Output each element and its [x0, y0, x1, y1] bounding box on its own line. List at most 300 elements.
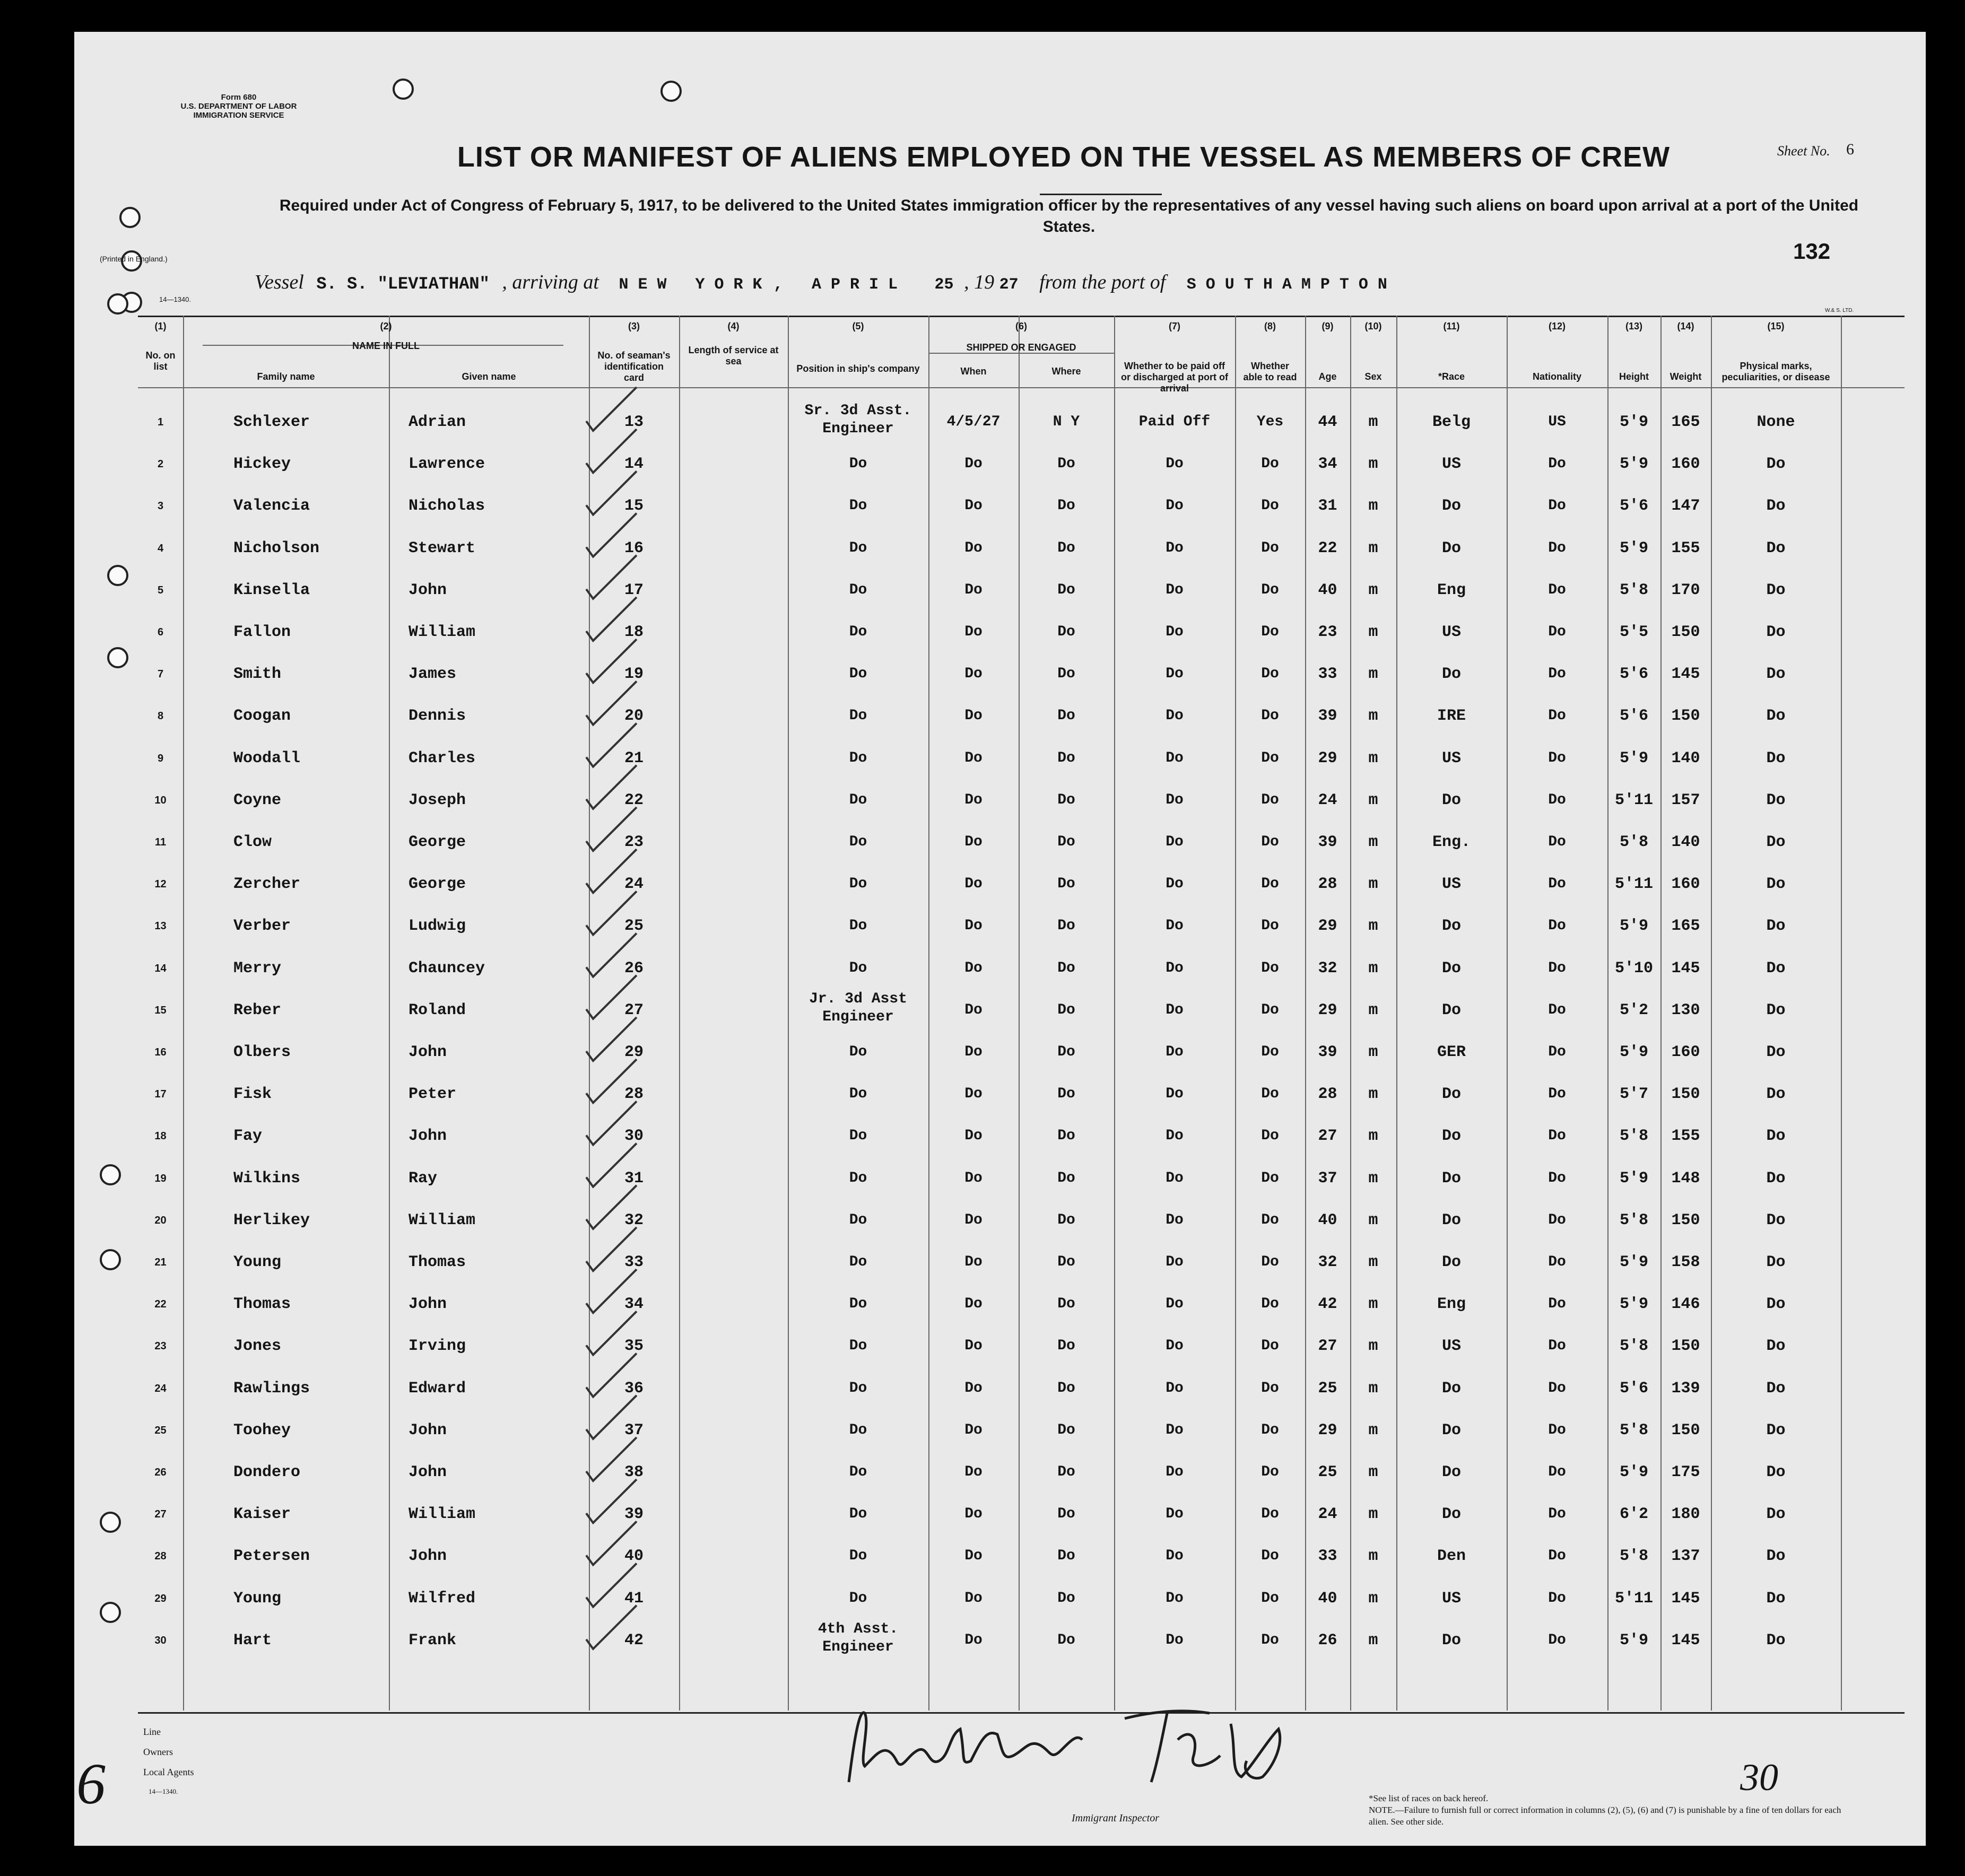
- shipped-when: Do: [964, 708, 982, 725]
- id-card-number: 35: [624, 1337, 644, 1356]
- id-card-number: 27: [624, 1001, 644, 1019]
- footnotes: [1369, 1793, 1857, 1828]
- nationality: Do: [1548, 498, 1566, 514]
- id-card-number: 33: [624, 1253, 644, 1271]
- arrival-port: N E W Y O R K: [619, 276, 762, 294]
- header-family-name: Family name: [257, 371, 315, 382]
- line-label: Line: [143, 1726, 161, 1737]
- shipped-where: Do: [1057, 1506, 1075, 1523]
- race: Do: [1441, 1211, 1461, 1229]
- age: 40: [1318, 1211, 1337, 1229]
- header-no-on-list: No. on list: [145, 350, 176, 372]
- id-card-number: 41: [624, 1589, 644, 1608]
- row-number: 9: [157, 752, 164, 764]
- given-name: John: [408, 1463, 447, 1481]
- row-number: 30: [154, 1634, 167, 1646]
- age: 44: [1318, 413, 1337, 431]
- nationality: Do: [1548, 1254, 1566, 1270]
- id-card-number: 42: [624, 1631, 644, 1650]
- race: US: [1441, 623, 1461, 641]
- check-mark: [586, 1185, 637, 1229]
- given-name: Ludwig: [408, 917, 466, 936]
- given-name: William: [408, 1505, 476, 1524]
- paid-off: Do: [1166, 1631, 1184, 1648]
- physical-marks: Do: [1766, 1127, 1786, 1146]
- weight: 157: [1671, 791, 1700, 809]
- nationality: US: [1548, 414, 1566, 430]
- check-mark: [586, 387, 637, 431]
- family-name: Young: [233, 1253, 282, 1271]
- age: 39: [1318, 833, 1337, 851]
- age: 32: [1318, 959, 1337, 978]
- form-number: Form 680: [221, 93, 257, 102]
- check-mark: [586, 1395, 637, 1439]
- shipped-when: Do: [964, 1464, 982, 1480]
- physical-marks: Do: [1766, 1631, 1786, 1650]
- row-number: 16: [154, 1046, 167, 1058]
- shipped-where: Do: [1057, 708, 1075, 725]
- able-to-read: Do: [1261, 1338, 1279, 1355]
- check-mark: [586, 513, 637, 557]
- race: US: [1441, 1589, 1461, 1608]
- age: 29: [1318, 749, 1337, 767]
- given-name: Wilfred: [408, 1589, 476, 1608]
- id-card-number: 29: [624, 1043, 644, 1061]
- owners-label: Owners: [143, 1747, 173, 1757]
- able-to-read: Do: [1261, 1506, 1279, 1523]
- from-port-label: from the port of: [1039, 271, 1166, 293]
- sex: m: [1368, 1379, 1378, 1398]
- age: 39: [1318, 1043, 1337, 1061]
- handwritten-count: 30: [1740, 1756, 1778, 1799]
- shipped-when: Do: [964, 1421, 982, 1438]
- position: Do: [849, 791, 867, 808]
- physical-marks: Do: [1766, 791, 1786, 809]
- shipped-where: Do: [1057, 581, 1075, 598]
- race: Eng: [1437, 1295, 1466, 1314]
- sex: m: [1368, 1253, 1378, 1271]
- race: Do: [1441, 1169, 1461, 1188]
- given-name: George: [408, 833, 466, 851]
- sex: m: [1368, 539, 1378, 557]
- position: Do: [849, 539, 867, 556]
- given-name: Lawrence: [408, 455, 485, 474]
- shipped-when: Do: [964, 749, 982, 766]
- check-mark: [586, 1564, 637, 1607]
- height: 5'9: [1619, 455, 1648, 474]
- id-card-number: 38: [624, 1463, 644, 1481]
- physical-marks: Do: [1766, 1421, 1786, 1439]
- paid-off: Do: [1166, 1506, 1184, 1523]
- physical-marks: Do: [1766, 1463, 1786, 1481]
- check-mark: [586, 597, 637, 641]
- height: 5'6: [1619, 497, 1648, 516]
- shipped-when: Do: [964, 1086, 982, 1103]
- weight: 180: [1671, 1505, 1700, 1524]
- sex: m: [1368, 1211, 1378, 1229]
- age: 25: [1318, 1463, 1337, 1481]
- column-number: (14): [1677, 321, 1694, 331]
- weight: 150: [1671, 1085, 1700, 1104]
- page-title: LIST OR MANIFEST OF ALIENS EMPLOYED ON THE VESSEL AS MEMBERS OF CREW: [457, 141, 1671, 173]
- height: 5'9: [1619, 1169, 1648, 1188]
- shipped-when: Do: [964, 456, 982, 473]
- age: 32: [1318, 1253, 1337, 1271]
- row-number: 29: [154, 1592, 167, 1604]
- sex: m: [1368, 1001, 1378, 1019]
- family-name: Rawlings: [233, 1379, 310, 1398]
- paid-off: Do: [1166, 749, 1184, 766]
- row-number: 11: [154, 836, 167, 848]
- row-number: 13: [154, 920, 167, 932]
- able-to-read: Do: [1261, 918, 1279, 935]
- sex: m: [1368, 833, 1378, 851]
- race: Do: [1441, 1631, 1461, 1650]
- shipped-when: Do: [964, 1001, 982, 1018]
- given-name: Dennis: [408, 707, 466, 726]
- family-name: Reber: [233, 1001, 282, 1019]
- shipped-where: Do: [1057, 1128, 1075, 1145]
- able-to-read: Do: [1261, 456, 1279, 473]
- paid-off: Do: [1166, 1044, 1184, 1060]
- sex: m: [1368, 1463, 1378, 1481]
- sex: m: [1368, 1337, 1378, 1356]
- position: Jr. 3d Asst Engineer: [809, 990, 907, 1025]
- age: 26: [1318, 1631, 1337, 1650]
- family-name: Clow: [233, 833, 272, 851]
- family-name: Valencia: [233, 497, 310, 516]
- column-number: (8): [1264, 321, 1276, 331]
- weight: 155: [1671, 1127, 1700, 1146]
- race: Do: [1441, 1463, 1461, 1481]
- physical-marks: Do: [1766, 875, 1786, 894]
- shipped-where: Do: [1057, 666, 1075, 683]
- weight: 145: [1671, 665, 1700, 684]
- check-mark: [586, 1017, 637, 1061]
- position: 4th Asst. Engineer: [818, 1620, 899, 1655]
- page-subtitle: Required under Act of Congress of February 5, 1917, to be delivered to the United States immigration officer by the representatives of any vessel having such aliens on board upon arrival at a port of the United States.: [279, 197, 1859, 235]
- check-mark: [586, 933, 637, 977]
- paid-off: Do: [1166, 918, 1184, 935]
- shipped-where: N Y: [1053, 414, 1080, 430]
- shipped-where: Do: [1057, 876, 1075, 893]
- position: Do: [849, 666, 867, 683]
- weight: 170: [1671, 581, 1700, 599]
- position: Do: [849, 876, 867, 893]
- weight: 150: [1671, 1337, 1700, 1356]
- header-where: Where: [1051, 366, 1081, 377]
- weight: 160: [1671, 455, 1700, 474]
- position: Do: [849, 1464, 867, 1480]
- race: Do: [1441, 791, 1461, 809]
- nationality: Do: [1548, 456, 1566, 473]
- printed-in: (Printed in England.): [100, 255, 168, 263]
- age: 42: [1318, 1295, 1337, 1314]
- position: Do: [849, 456, 867, 473]
- given-name: William: [408, 623, 476, 641]
- given-name: John: [408, 1295, 447, 1314]
- nationality: Do: [1548, 1380, 1566, 1397]
- nationality: Do: [1548, 581, 1566, 598]
- arriving-label: , arriving at: [502, 271, 599, 293]
- paid-off: Do: [1166, 834, 1184, 850]
- given-name: William: [408, 1211, 476, 1229]
- height: 5'6: [1619, 707, 1648, 726]
- height: 5'8: [1619, 1421, 1648, 1439]
- height: 5'10: [1614, 959, 1653, 978]
- check-mark: [586, 765, 637, 809]
- able-to-read: Do: [1261, 791, 1279, 808]
- height: 5'7: [1619, 1085, 1648, 1104]
- position: Do: [849, 1380, 867, 1397]
- position: Do: [849, 1211, 867, 1228]
- race: Do: [1441, 539, 1461, 557]
- physical-marks: Do: [1766, 1589, 1786, 1608]
- height: 5'9: [1619, 1295, 1648, 1314]
- given-name: Adrian: [408, 413, 466, 431]
- height: 5'8: [1619, 1547, 1648, 1566]
- family-name: Woodall: [233, 749, 301, 767]
- age: 37: [1318, 1169, 1337, 1188]
- position: Do: [849, 959, 867, 976]
- family-name: Kaiser: [233, 1505, 291, 1524]
- family-name: Herlikey: [233, 1211, 310, 1229]
- id-card-number: 18: [624, 623, 644, 641]
- nationality: Do: [1548, 1001, 1566, 1018]
- shipped-where: Do: [1057, 749, 1075, 766]
- family-name: Fay: [233, 1127, 263, 1146]
- id-card-number: 25: [624, 917, 644, 936]
- shipped-when: Do: [964, 581, 982, 598]
- sex: m: [1368, 413, 1378, 431]
- given-name: John: [408, 581, 447, 599]
- check-mark: [586, 681, 637, 725]
- year-prefix: , 19: [964, 271, 995, 293]
- checkmarks: [74, 32, 1926, 1846]
- weight: 145: [1671, 959, 1700, 978]
- height: 5'2: [1619, 1001, 1648, 1019]
- sex: m: [1368, 1169, 1378, 1188]
- given-name: John: [408, 1421, 447, 1439]
- paid-off: Do: [1166, 1170, 1184, 1186]
- check-mark: [586, 1101, 637, 1145]
- race: Do: [1441, 917, 1461, 936]
- age: 27: [1318, 1127, 1337, 1146]
- shipped-when: Do: [964, 1380, 982, 1397]
- able-to-read: Do: [1261, 1211, 1279, 1228]
- family-name: Schlexer: [233, 413, 310, 431]
- age: 27: [1318, 1337, 1337, 1356]
- position: Do: [849, 1590, 867, 1607]
- shipped-where: Do: [1057, 1338, 1075, 1355]
- race: US: [1441, 455, 1461, 474]
- departure-port: S O U T H A M P T O N: [1186, 276, 1387, 294]
- id-card-number: 17: [624, 581, 644, 599]
- id-card-number: 32: [624, 1211, 644, 1229]
- height: 5'11: [1614, 875, 1653, 894]
- weight: 160: [1671, 875, 1700, 894]
- header-race: *Race: [1438, 371, 1465, 382]
- weight: 147: [1671, 497, 1700, 516]
- position: Do: [849, 749, 867, 766]
- able-to-read: Do: [1261, 1464, 1279, 1480]
- shipped-where: Do: [1057, 1548, 1075, 1565]
- race: Eng.: [1432, 833, 1471, 851]
- header-length-service: Length of service at sea: [688, 345, 779, 367]
- position: Do: [849, 1128, 867, 1145]
- shipped-where: Do: [1057, 791, 1075, 808]
- column-number: (1): [154, 321, 167, 331]
- physical-marks: Do: [1766, 1253, 1786, 1271]
- header-marks: Physical marks, peculiarities, or disease: [1721, 361, 1830, 382]
- able-to-read: Do: [1261, 749, 1279, 766]
- able-to-read: Do: [1261, 581, 1279, 598]
- sex: m: [1368, 1127, 1378, 1146]
- shipped-where: Do: [1057, 1296, 1075, 1313]
- able-to-read: Do: [1261, 624, 1279, 640]
- position: Do: [849, 1338, 867, 1355]
- sheet-label: Sheet No.: [1777, 143, 1830, 159]
- check-mark: [586, 1269, 637, 1313]
- paid-off: Do: [1166, 498, 1184, 514]
- shipped-when: Do: [964, 918, 982, 935]
- shipped-where: Do: [1057, 1421, 1075, 1438]
- height: 5'6: [1619, 665, 1648, 684]
- family-name: Young: [233, 1589, 282, 1608]
- check-mark: [586, 807, 637, 851]
- weight: 130: [1671, 1001, 1700, 1019]
- id-card-number: 30: [624, 1127, 644, 1146]
- id-card-number: 40: [624, 1547, 644, 1566]
- column-number: (7): [1169, 321, 1180, 331]
- nationality: Do: [1548, 1170, 1566, 1186]
- family-name: Olbers: [233, 1043, 291, 1061]
- height: 5'9: [1619, 917, 1648, 936]
- age: 29: [1318, 917, 1337, 936]
- race: IRE: [1437, 707, 1466, 726]
- header-id-card: No. of seaman's identification card: [597, 350, 671, 383]
- family-name: Thomas: [233, 1295, 291, 1314]
- row-number: 15: [154, 1004, 167, 1016]
- form-code: 14—1340.: [159, 295, 191, 303]
- row-number: 10: [154, 794, 167, 806]
- check-mark: [586, 723, 637, 767]
- height: 6'2: [1619, 1505, 1648, 1524]
- family-name: Fisk: [233, 1085, 272, 1104]
- id-card-number: 19: [624, 665, 644, 684]
- weight: 140: [1671, 833, 1700, 851]
- id-card-number: 14: [624, 455, 644, 474]
- id-card-number: 22: [624, 791, 644, 809]
- nationality: Do: [1548, 959, 1566, 976]
- physical-marks: Do: [1766, 1043, 1786, 1061]
- family-name: Nicholson: [233, 539, 320, 557]
- able-to-read: Do: [1261, 1296, 1279, 1313]
- height: 5'8: [1619, 581, 1648, 599]
- check-mark: [586, 429, 637, 473]
- age: 34: [1318, 455, 1337, 474]
- paid-off: Do: [1166, 1421, 1184, 1438]
- physical-marks: Do: [1766, 539, 1786, 557]
- family-name: Hickey: [233, 455, 291, 474]
- nationality: Do: [1548, 1548, 1566, 1565]
- shipped-where: Do: [1057, 456, 1075, 473]
- arrival-day: 25: [934, 276, 954, 294]
- shipped-when: Do: [964, 1254, 982, 1270]
- shipped-when: Do: [964, 1211, 982, 1228]
- shipped-where: Do: [1057, 1044, 1075, 1060]
- race: Den: [1437, 1547, 1466, 1566]
- id-card-number: 20: [624, 707, 644, 726]
- shipped-when: Do: [964, 1044, 982, 1060]
- given-name: Irving: [408, 1337, 466, 1356]
- able-to-read: Do: [1261, 1170, 1279, 1186]
- age: 22: [1318, 539, 1337, 557]
- nationality: Do: [1548, 1338, 1566, 1355]
- sheet-number: 6: [1846, 141, 1854, 158]
- sex: m: [1368, 1631, 1378, 1650]
- id-card-number: 34: [624, 1295, 644, 1314]
- shipped-when: Do: [964, 1338, 982, 1355]
- shipped-when: Do: [964, 539, 982, 556]
- sex: m: [1368, 623, 1378, 641]
- race: Do: [1441, 959, 1461, 978]
- shipped-when: Do: [964, 959, 982, 976]
- able-to-read: Do: [1261, 666, 1279, 683]
- shipped-when: Do: [964, 1506, 982, 1523]
- family-name: Petersen: [233, 1547, 310, 1566]
- id-card-number: 16: [624, 539, 644, 557]
- column-number: (10): [1364, 321, 1382, 331]
- height: 5'9: [1619, 1253, 1648, 1271]
- header-height: Height: [1619, 371, 1649, 382]
- header-nationality: Nationality: [1532, 371, 1581, 382]
- position: Do: [849, 1506, 867, 1523]
- check-mark: [586, 891, 637, 935]
- row-number: 3: [157, 500, 164, 512]
- shipped-where: Do: [1057, 1211, 1075, 1228]
- height: 5'9: [1619, 1631, 1648, 1650]
- race: Do: [1441, 497, 1461, 516]
- weight: 145: [1671, 1589, 1700, 1608]
- paid-off: Paid Off: [1138, 414, 1211, 430]
- able-to-read: Do: [1261, 1548, 1279, 1565]
- age: 40: [1318, 581, 1337, 599]
- height: 5'5: [1619, 623, 1648, 641]
- given-name: Roland: [408, 1001, 466, 1019]
- family-name: Coogan: [233, 707, 291, 726]
- header-weight: Weight: [1670, 371, 1702, 382]
- physical-marks: Do: [1766, 665, 1786, 684]
- inspector-label: Immigrant Inspector: [1072, 1812, 1159, 1824]
- race: Do: [1441, 1127, 1461, 1146]
- row-number: 2: [157, 458, 164, 470]
- sex: m: [1368, 455, 1378, 474]
- column-number: (4): [727, 321, 740, 331]
- nationality: Do: [1548, 876, 1566, 893]
- shipped-where: Do: [1057, 1464, 1075, 1480]
- able-to-read: Do: [1261, 498, 1279, 514]
- check-mark: [586, 1605, 637, 1649]
- position: Do: [849, 1086, 867, 1103]
- race: Do: [1441, 1379, 1461, 1398]
- nationality: Do: [1548, 1296, 1566, 1313]
- physical-marks: Do: [1766, 707, 1786, 726]
- paid-off: Do: [1166, 708, 1184, 725]
- paid-off: Do: [1166, 1464, 1184, 1480]
- column-number: (12): [1548, 321, 1566, 331]
- race: Do: [1441, 665, 1461, 684]
